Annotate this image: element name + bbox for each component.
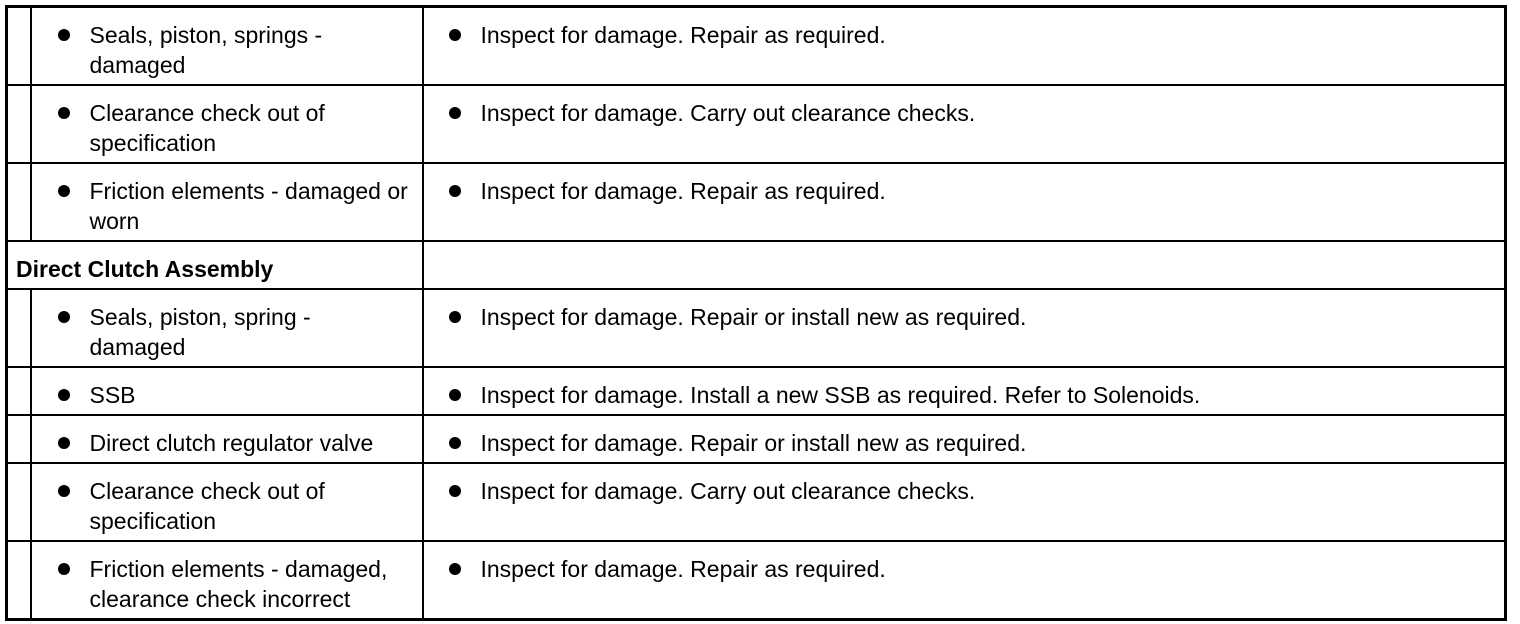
indent-cell bbox=[7, 463, 31, 541]
section-row bbox=[7, 241, 1506, 289]
table-row bbox=[7, 85, 1506, 163]
table-row bbox=[7, 463, 1506, 541]
section-title bbox=[7, 241, 423, 289]
action-text: Inspect for damage. Repair or install new as required. bbox=[480, 304, 1027, 330]
bullet-icon bbox=[58, 311, 70, 323]
action-cell bbox=[423, 463, 1506, 541]
indent-cell bbox=[7, 541, 31, 620]
bullet-icon bbox=[449, 389, 461, 401]
condition-text: Seals, piston, springs - damaged bbox=[89, 22, 323, 78]
condition-text: Direct clutch regulator valve bbox=[89, 430, 374, 456]
bullet-icon bbox=[58, 389, 70, 401]
bullet-icon bbox=[449, 29, 461, 41]
action-text: Inspect for damage. Repair as required. bbox=[480, 22, 886, 48]
indent-cell bbox=[7, 415, 31, 463]
table-row bbox=[7, 415, 1506, 463]
bullet-icon bbox=[58, 107, 70, 119]
indent-cell bbox=[7, 367, 31, 415]
action-cell bbox=[423, 289, 1506, 367]
bullet-icon bbox=[449, 185, 461, 197]
bullet-icon bbox=[449, 437, 461, 449]
action-text: Inspect for damage. Carry out clearance checks. bbox=[480, 100, 976, 126]
bullet-icon bbox=[58, 29, 70, 41]
table-row bbox=[7, 289, 1506, 367]
condition-cell bbox=[31, 367, 423, 415]
indent-cell bbox=[7, 163, 31, 241]
diagnosis-table bbox=[5, 5, 1507, 621]
condition-text: Clearance check out of specification bbox=[89, 478, 325, 534]
condition-cell bbox=[31, 163, 423, 241]
action-text: Inspect for damage. Repair or install new as required. bbox=[480, 430, 1027, 456]
table-row bbox=[7, 367, 1506, 415]
indent-cell bbox=[7, 289, 31, 367]
action-text: Inspect for damage. Repair as required. bbox=[480, 556, 886, 582]
bullet-icon bbox=[449, 311, 461, 323]
action-cell bbox=[423, 7, 1506, 86]
table-row bbox=[7, 163, 1506, 241]
condition-cell bbox=[31, 7, 423, 86]
action-text: Inspect for damage. Carry out clearance checks. bbox=[480, 478, 976, 504]
table-row bbox=[7, 7, 1506, 86]
action-text: Inspect for damage. Install a new SSB as required. Refer to Solenoids. bbox=[480, 382, 1201, 408]
bullet-icon bbox=[449, 107, 461, 119]
action-text: Inspect for damage. Repair as required. bbox=[480, 178, 886, 204]
condition-text: Seals, piston, spring - damaged bbox=[89, 304, 311, 360]
action-cell bbox=[423, 367, 1506, 415]
condition-text: SSB bbox=[89, 382, 136, 408]
action-cell bbox=[423, 85, 1506, 163]
condition-text: Clearance check out of specification bbox=[89, 100, 325, 156]
bullet-icon bbox=[58, 437, 70, 449]
bullet-icon bbox=[449, 485, 461, 497]
action-cell bbox=[423, 541, 1506, 620]
action-cell bbox=[423, 163, 1506, 241]
condition-cell bbox=[31, 289, 423, 367]
indent-cell bbox=[7, 7, 31, 86]
action-cell bbox=[423, 415, 1506, 463]
section-title-text: Direct Clutch Assembly bbox=[16, 256, 274, 282]
bullet-icon bbox=[58, 185, 70, 197]
bullet-icon bbox=[58, 485, 70, 497]
table-row bbox=[7, 541, 1506, 620]
condition-cell bbox=[31, 415, 423, 463]
condition-cell bbox=[31, 541, 423, 620]
bullet-icon bbox=[449, 563, 461, 575]
bullet-icon bbox=[58, 563, 70, 575]
condition-text: Friction elements - damaged or worn bbox=[89, 178, 408, 234]
condition-text: Friction elements - damaged, clearance check incorrect bbox=[89, 556, 388, 612]
section-empty-cell bbox=[423, 241, 1506, 289]
condition-cell bbox=[31, 85, 423, 163]
indent-cell bbox=[7, 85, 31, 163]
condition-cell bbox=[31, 463, 423, 541]
